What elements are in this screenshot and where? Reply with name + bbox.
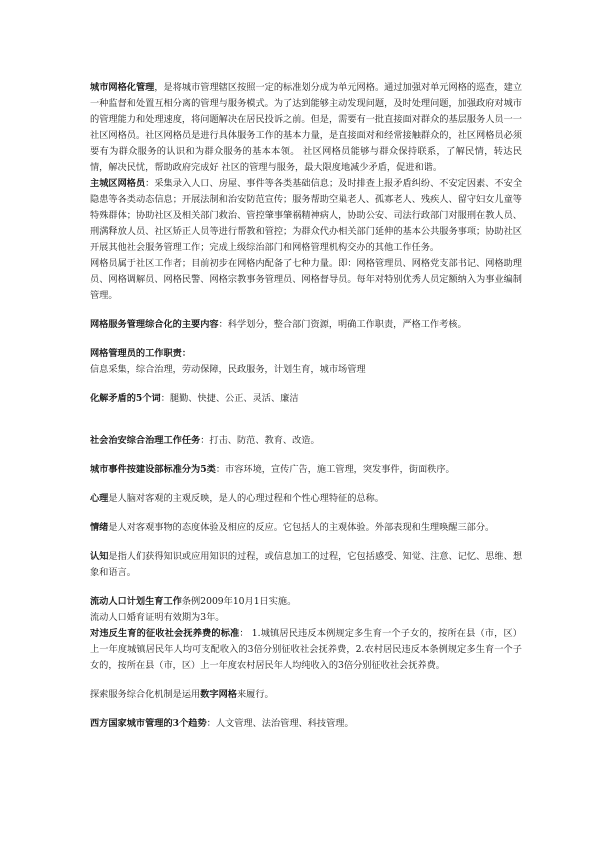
term-comprehensive-content: 网格服务管理综合化的主要内容: [90, 319, 219, 330]
paragraph-grid-staff-forces: 网格员属于社区工作者；目前初步在网格内配备了七种力量。即：网格管理员、网格党支部书记、网格助理员、网格调解员、网格民警、网格宗教事务管理员、网格督导员。每年对特别优秀人员定额纳入为事业编制管理。: [90, 258, 522, 301]
heading-grid-admin-duties: [90, 346, 522, 362]
text-western-trends: ：人文管理、法治管理、科技管理。: [206, 718, 354, 729]
text-digital-grid-post: 来履行。: [237, 689, 274, 700]
paragraph-city-event-categories: [90, 462, 522, 478]
term-grid-admin-duties: 网格管理员的工作职责: [90, 348, 182, 359]
paragraph-main-district-grid-staff: [90, 176, 522, 256]
term-city-event-categories: 城市事件按建设部标准分为5类: [90, 464, 216, 475]
text-emotion: 是人对客观事物的态度体验及相应的反应。它包括人的主观体验。外部表现和生理唤醒三部分。: [108, 522, 495, 533]
text-cognition: 是指人们获得知识或应用知识的过程，或信息加工的过程，它包括感受、知觉、注意、记忆、思维、想象和语言。: [90, 551, 523, 578]
text-grid-admin-duties: 信息采集，综合治理，劳动保障，民政服务，计划生育，城市场管理: [90, 364, 366, 375]
term-five-words: 化解矛盾的5个词: [90, 393, 161, 404]
paragraph-grid-management: [90, 80, 522, 176]
term-public-security-tasks: 社会治安综合治理工作任务: [90, 435, 201, 446]
paragraph-floating-population: [90, 594, 522, 610]
paragraph-public-security-tasks: [90, 433, 522, 449]
term-psychology: 心理: [90, 493, 109, 504]
paragraph-cognition: [90, 549, 522, 581]
text-digital-grid-pre: 探索服务综合化机制是运用: [90, 689, 201, 700]
text-floating-population: 条例2009年10月1日实施。: [181, 596, 297, 607]
term-emotion: 情绪: [90, 522, 109, 533]
term-digital-grid: 数字网格: [200, 689, 237, 700]
paragraph-psychology: [90, 491, 522, 507]
term-grid-management: 城市网格化管理: [90, 82, 155, 93]
term-floating-population: 流动人口计划生育工作: [90, 596, 182, 607]
term-western-trends: 西方国家城市管理的3个趋势: [90, 718, 207, 729]
text-social-support-fee: ： 1.城镇居民违反本例规定多生育一个子女的，按所在县（市，区）上一年度城镇居民年人均可支配收入的3倍分别征收社会抚养费，2.农村居民违反本条例规定多生育一个子女的，按所在县（市，区）上一年度农村居民年人均纯收入的3倍分别征收社会抚养费。: [90, 628, 522, 671]
paragraph-marriage-certificate: 流动人口婚育证明有效期为3年。: [90, 612, 225, 623]
text-five-words: ：腿勤、快捷、公正、灵活、廉洁: [160, 393, 299, 404]
term-main-district-grid-staff: 主城区网格员: [90, 178, 146, 189]
term-cognition: 认知: [90, 551, 109, 562]
paragraph-western-trends: [90, 716, 522, 732]
term-grid-admin-duties-colon: ：: [181, 348, 192, 359]
text-public-security-tasks: ：打击、防范、教育、改造。: [200, 435, 320, 446]
text-main-district-grid-staff: ：采集录入人口、房屋、事件等各类基础信息；及时排查上报矛盾纠纷、不安定因素、不安全隐患等各类动态信息；开展法制和治安防范宣传；服务帮助空巢老人、孤寡老人、残疾人、留守妇女儿童等特殊群体；协助社区及相关部门救治、管控肇事肇祸精神病人，协助公安、司法行政部门对服刑在教人员、刑满释放人员、社区矫正人员等进行帮教和管控；为群众代办相关部门延伸的基本公共服务事项；协助社区开展其他社会服务管理工作；完成上级综治部门和网格管理机构交办的其他工作任务。: [90, 178, 523, 253]
text-psychology: 是人脑对客观的主观反映，是人的心理过程和个性心理特征的总称。: [108, 493, 384, 504]
paragraph-comprehensive-content: [90, 317, 522, 333]
paragraph-social-support-fee: [90, 626, 522, 674]
paragraph-emotion: [90, 520, 522, 536]
text-city-event-categories: ：市容环境，宣传广告，施工管理，突发事件，街面秩序。: [215, 464, 455, 475]
text-comprehensive-content: ：科学划分，整合部门资源，明确工作职责，严格工作考核。: [218, 319, 467, 330]
paragraph-five-words: [90, 391, 522, 407]
text-grid-management: ，是将城市管理辖区按照一定的标准划分成为单元网格。通过加强对单元网格的巡查，建立一种监督和处置互相分离的管理与服务模式。为了达到能够主动发现问题，及时处理问题，加强政府对城市的管理能力和处理速度，将问题解决在居民投诉之前。但是，需要有一批直接面对群众的基层服务人员一一社区网格员。社区网格员是进行具体服务工作的基本力量，是直接面对和经常接触群众的，社区网格员必须要有为群众服务的认识和为群众服务的基本本领。 社区网格员能够与群众保持联系，了解民情，转达民情，解决民忧，帮助政府完成好 社区的管理与服务，最大限度地减少矛盾，促进和谐。: [90, 82, 523, 173]
paragraph-digital-grid: [90, 687, 522, 703]
document-page: [90, 80, 522, 732]
term-social-support-fee: 对违反生育的征收社会抚养费的标准: [90, 628, 240, 639]
